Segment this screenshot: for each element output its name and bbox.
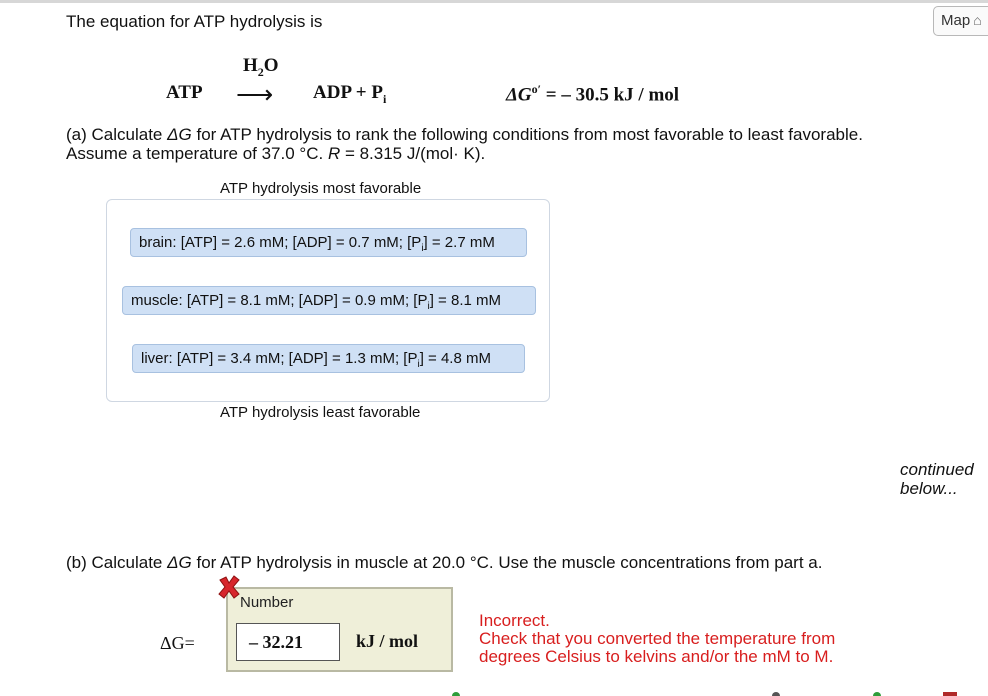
bottom-partial-indicator-green-2 [873, 692, 881, 696]
standard-free-energy: $\Delta G^{o'}$ = – 30.5 kJ / mol [506, 82, 680, 106]
reaction-arrow-icon: ⟶ [236, 79, 274, 109]
intro-text: The equation for ATP hydrolysis is [66, 12, 323, 31]
equation-products: ADP + $P_i$ [313, 82, 387, 106]
map-button-label: Map [941, 12, 971, 29]
equation-reactant: ATP [166, 82, 203, 103]
map-icon: ⌂ [973, 12, 982, 28]
condition-card-brain[interactable]: brain: [ATP] = 2.6 mM; [ADP] = 0.7 mM; $[P_i] = 2.7$ mM [130, 228, 527, 257]
part-b-question: (b) Calculate ΔG for ATP hydrolysis in muscle at 20.0 °C. Use the muscle concentrations from part a. [66, 553, 823, 572]
top-divider [0, 0, 988, 3]
condition-card-muscle[interactable]: muscle: [ATP] = 8.1 mM; [ADP] = 0.9 mM; $[P_i] = 8.1$ mM [122, 286, 536, 315]
least-favorable-label: ATP hydrolysis least favorable [220, 404, 421, 421]
most-favorable-label: ATP hydrolysis most favorable [220, 180, 422, 197]
bottom-partial-indicator-dark [772, 692, 780, 696]
feedback-status: Incorrect. [479, 611, 550, 630]
feedback-message [479, 612, 849, 666]
bottom-partial-indicator-green [452, 692, 460, 696]
part-a-question: (a) Calculate ΔG for ATP hydrolysis to rank the following conditions from most favorable to least favorable. Assume a temperature of 37.0 °C. R = 8.315 J/(mol· K). [66, 125, 863, 163]
delta-g-label: ΔG= [160, 633, 195, 653]
continued-note: continued below... [900, 460, 974, 498]
condition-card-liver[interactable]: liver: [ATP] = 3.4 mM; [ADP] = 1.3 mM; $[P_i] = 4.8$ mM [132, 344, 525, 373]
incorrect-x-icon [216, 574, 242, 600]
equation-water: $H_2O$ [243, 55, 279, 79]
map-button[interactable] [933, 6, 988, 36]
bottom-partial-indicator-red [943, 692, 957, 696]
number-label: Number [240, 594, 294, 611]
feedback-hint: Check that you converted the temperature from degrees Celsius to kelvins and/or the mM to M. [479, 629, 836, 666]
delta-g-answer-input[interactable]: – 32.21 [236, 623, 340, 661]
answer-unit: kJ / mol [356, 631, 419, 651]
